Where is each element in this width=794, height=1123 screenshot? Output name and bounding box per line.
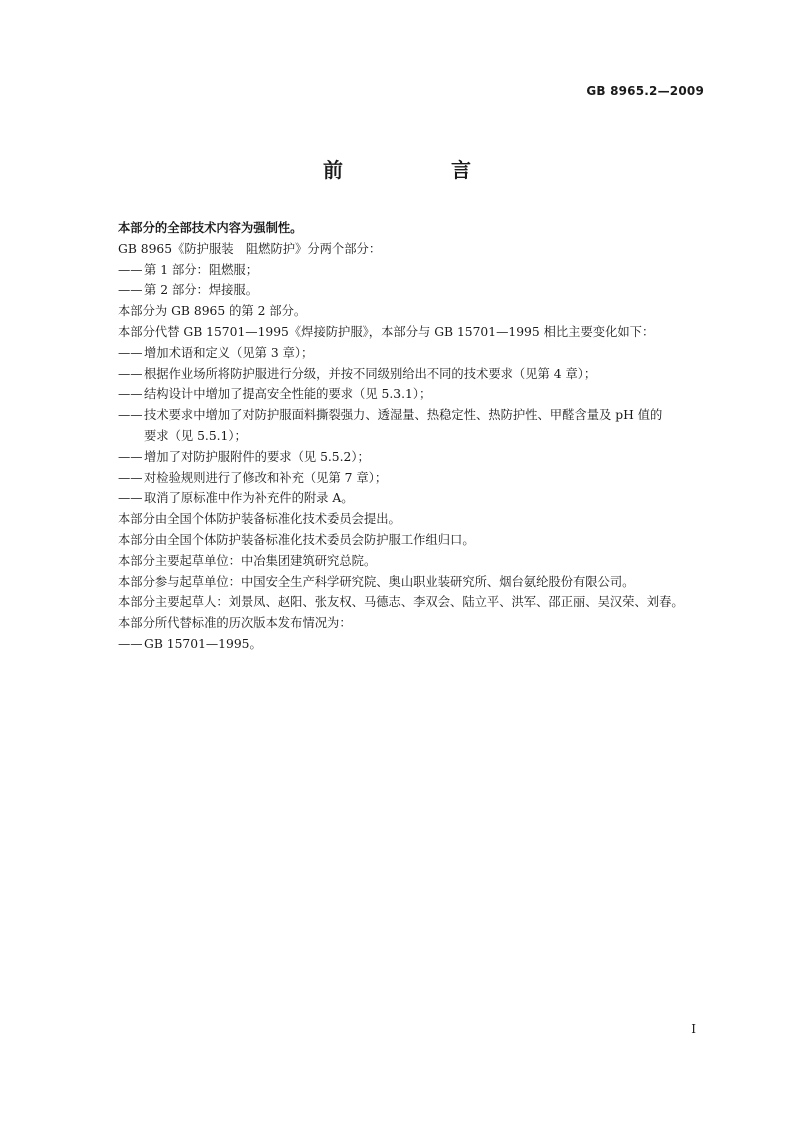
foreword-body [118,218,708,655]
dash-marker: —— [118,470,143,485]
page-number: I [691,1022,696,1036]
list-item-previous-edition [118,634,708,655]
dash-marker: —— [118,387,143,402]
paragraph-main-drafting-unit: 本部分主要起草单位：中冶集团建筑研究总院。 [118,553,377,568]
list-item-change [118,488,708,509]
list-item-text: 增加术语和定义（见第 3 章）； [144,345,314,360]
standard-number: GB 8965.2—2009 [586,84,704,98]
dash-marker: —— [118,449,143,464]
paragraph-part-statement: 本部分为 GB 8965 的第 2 部分。 [118,304,307,319]
list-item-change [118,364,708,385]
list-item-text: 增加了对防护服附件的要求（见 5.5.2）； [144,449,370,464]
list-item-text: 取消了原标准中作为补充件的附录 A。 [144,491,354,506]
list-item-text: 结构设计中增加了提高安全性能的要求（见 5.3.1）； [144,387,432,402]
dash-marker: —— [118,345,143,360]
paragraph-proposer: 本部分由全国个体防护装备标准化技术委员会提出。 [118,512,401,527]
paragraph-mandatory-statement: 本部分的全部技术内容为强制性。 [118,221,303,235]
paragraph-parts-intro: GB 8965《防护服装 阻燃防护》分两个部分： [118,241,382,256]
page-title: 前 言 [323,158,515,182]
list-item-change [118,343,708,364]
paragraph-previous-editions: 本部分所代替标准的历次版本发布情况为： [118,616,352,631]
list-item-continuation: 要求（见 5.5.1）； [144,428,247,443]
list-item-part-2 [118,280,708,301]
list-item-change [118,384,708,405]
dash-marker: —— [118,491,143,506]
dash-marker: —— [118,366,143,381]
list-item-text: GB 15701—1995。 [144,636,262,651]
paragraph-centralized-by: 本部分由全国个体防护装备标准化技术委员会防护服工作组归口。 [118,532,475,547]
paragraph-replacement: 本部分代替 GB 15701—1995《焊接防护服》，本部分与 GB 15701—1995 相比主要变化如下： [118,324,655,339]
list-item-change [118,468,708,489]
dash-marker: —— [118,636,143,651]
list-item-part-1 [118,260,708,281]
list-item-text: 对检验规则进行了修改和补充（见第 7 章）； [144,470,388,485]
paragraph-drafters: 本部分主要起草人：刘景凤、赵阳、张友权、马德志、李双会、陆立平、洪军、邵正丽、吴汉荣、刘春。 [118,595,684,610]
list-item-text: 技术要求中增加了对防护服面料撕裂强力、透湿量、热稳定性、热防护性、甲醛含量及 pH 值的 [144,408,663,423]
paragraph-participating-units: 本部分参与起草单位：中国安全生产科学研究院、奥山职业装研究所、烟台氨纶股份有限公司。 [118,574,635,589]
list-item-text: 第 1 部分：阻燃服； [144,262,259,277]
dash-marker: —— [118,283,143,298]
list-item-text: 根据作业场所将防护服进行分级，并按不同级别给出不同的技术要求（见第 4 章）； [144,366,597,381]
dash-marker: —— [118,262,143,277]
list-item-change [118,447,708,468]
list-item-text: 第 2 部分：焊接服。 [144,283,259,298]
list-item-change [118,405,708,426]
dash-marker: —— [118,408,143,423]
